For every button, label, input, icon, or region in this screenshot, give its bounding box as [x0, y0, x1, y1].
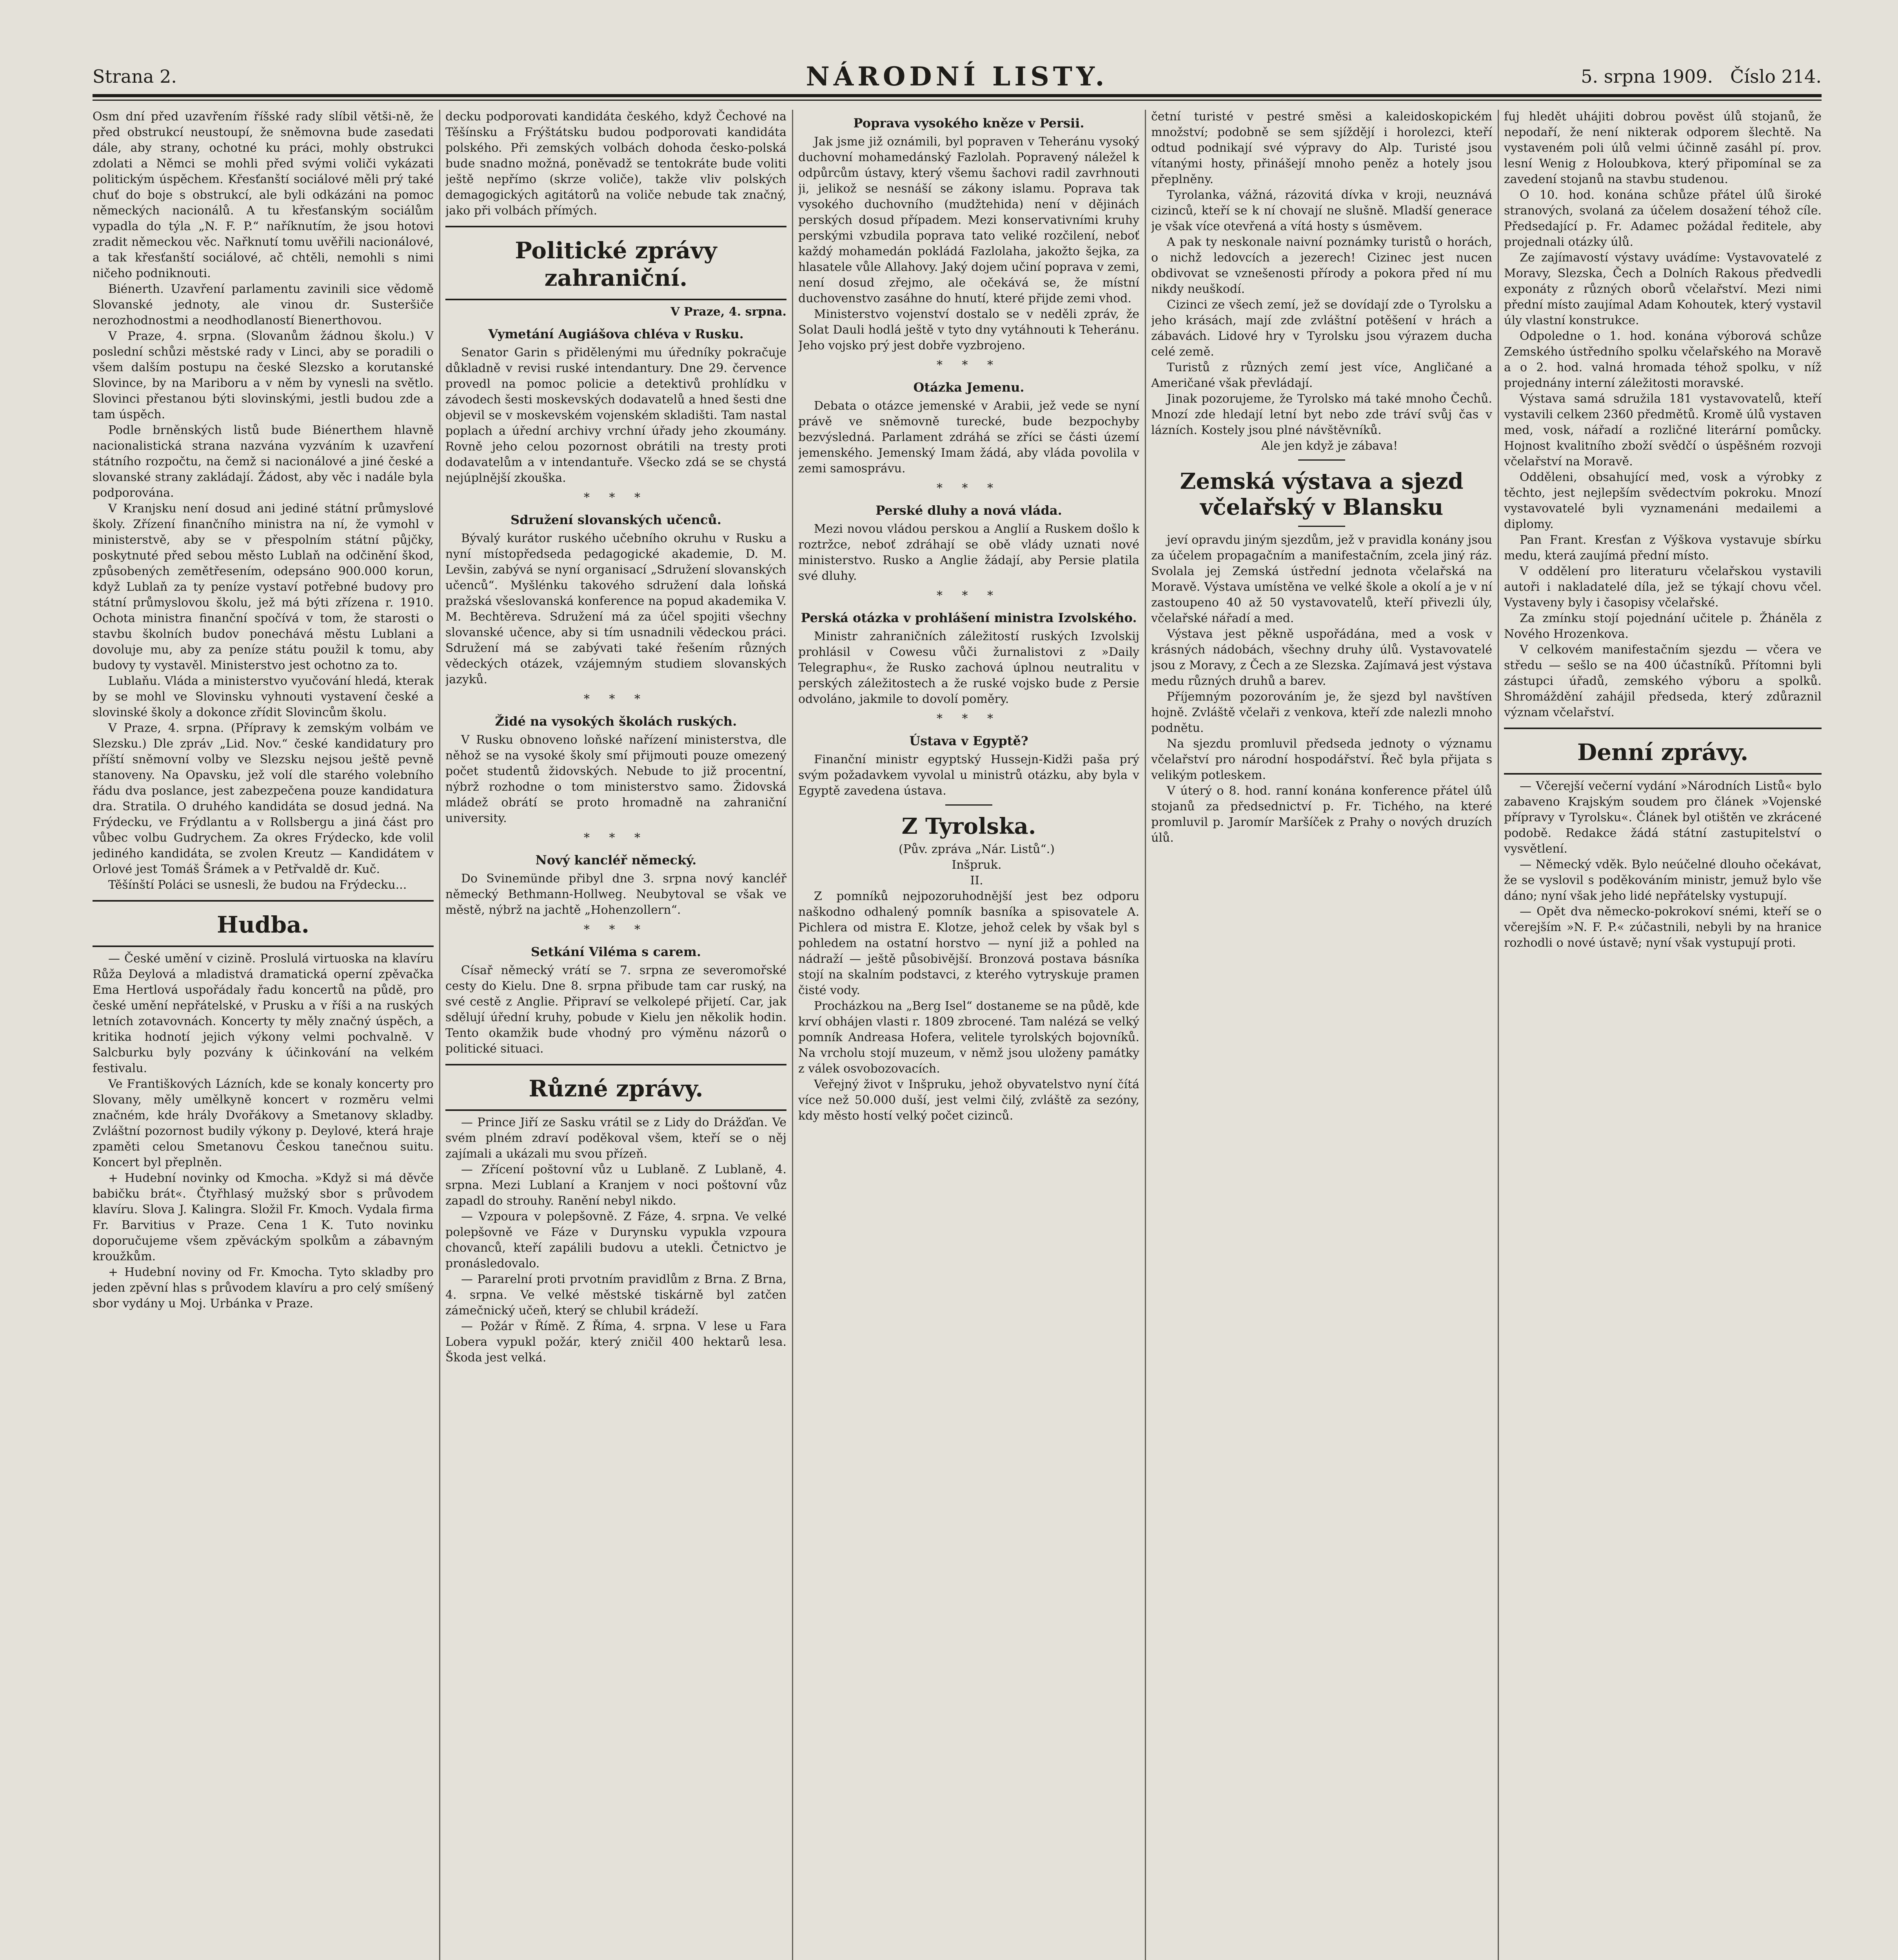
section-heading-news: Různé zprávy.	[529, 1075, 703, 1102]
separator-stars: * * *	[583, 831, 648, 845]
article-paragraph: Výstava samá sdružila 181 vystavovatelů, kteří vystavili celkem 2360 předmětů. Kromě úlů vystaven med, vosk, nářadí a rozličné literární pomůcky. Hojnost kvalitního zboží svědčí o úspěšném rozvoji včelařství na Moravě.	[1504, 392, 1822, 468]
article-subheading: Sdružení slovanských učenců.	[510, 512, 721, 527]
article-paragraph: Příjemným pozorováním je, že sjezd byl navštíven hojně. Zvláště včelaři z venkova, kteří zde nalezli mnoho podnětu.	[1151, 690, 1492, 735]
date-text: 5. srpna 1909.	[1581, 66, 1713, 87]
article-paragraph: Výstava jest pěkně uspořádána, med a vosk v krásných nádobách, všechny druhy úlů. Vystavovatelé jsou z Moravy, z Čech a ze Slezska. Zajímavá jest výstava medu různých druhů a barev.	[1151, 627, 1492, 688]
article-paragraph: Jak jsme již oznámili, byl popraven v Teheránu vysoký duchovní mohamedánský Fazlolah. Popravený náležel k odpůrcům ústavy, který všemu šachovi radil zavrhnouti ji, jelikož se nesnáší se zákony islamu. Poprava tak vysokého duchovního (mudžtehida) není v dějinách perských dosud případem. Mezi konservativními kruhy perskými vzbudila poprava tato veliké rozčilení, neboť každý mohamedán pokládá Fazlolaha, jakožto šejka, za hlasatele vůle Allahovy. Jaký dojem učiní poprava v zemi, není dosud zřejmo, ale očekává se, že místní duchovenstvo zasáhne do hnutí, které přijde zemi vhod.	[798, 135, 1139, 305]
article-paragraph: Jinak pozorujeme, že Tyrolsko má také mnoho Čechů. Mnozí zde hledají letní byt nebo zde tráví svůj čas v lázních. Kostely jsou plné návštěvníků.	[1151, 392, 1492, 437]
article-paragraph: + Hudební noviny od Fr. Kmocha. Tyto skladby pro jeden zpěvní hlas s průvodem klavíru a pro celý smíšený sbor vydány u Moj. Urbánka v Praze.	[93, 1265, 434, 1310]
article-paragraph: Ministr zahraničních záležitostí ruských Izvolskij prohlásil v Cowesu vůči žurnalistovi z »Daily Telegraphu«, že Rusko zachová úplnou neutralitu v perských záležitostech a že ruské vojsko bude z Persie odvoláno, jakmile to dovolí poměry.	[798, 630, 1139, 706]
separator-stars: * * *	[936, 481, 1001, 495]
article-paragraph: Debata o otázce jemenské v Arabii, jež vede se nyní právě ve sněmovně turecké, bude bezpochyby bezvýsledná. Parlament zdráhá se zříci se části území jemenského. Jemenský Imam žádá, aby vláda povolila v zemi samosprávu.	[798, 399, 1139, 475]
article-paragraph: V celkovém manifestačním sjezdu — včera ve středu — sešlo se na 400 účastníků. Přítomni byli zástupci úřadů, zemského výboru a spolků. Shromáždění zahájil předseda, který zdůraznil význam včelařství.	[1504, 643, 1822, 719]
article-paragraph: jeví opravdu jiným sjezdům, jež v pravidla konány jsou za účelem propagačním a manifestačním, zcela jiný ráz. Svolala jej Zemská ústřední jednota včelařská na Moravě. Výstava umístěna ve velké škole a okolí a je v ní zastoupeno 40 až 50 vystavovatelů, kteří přivezli úly, včelařské nářadí a med.	[1151, 533, 1492, 625]
article-paragraph: — Prince Jiří ze Sasku vrátil se z Lidy do Drážďan. Ve svém plném zdraví poděkoval všem, kteří se o něj zajímali a ukázali mu svou přízeň.	[445, 1116, 786, 1161]
issue-number: Číslo 214.	[1730, 66, 1822, 87]
article-paragraph: Osm dní před uzavřením říšské rady slíbil větši-ně, že před obstrukcí neustoupí, že sněmovna bude zasedati dále, aby strany, ochotné ku práci, mohly obstrukci zdolati a Němci se mohli před svými voliči vykázati politickým úspěchem. Křesťanští sociálové měli prý také chuť do boje s obstrukcí, ale byli odkázáni na pomoc německých nacionálů. A tu křesťanským sociálům vypadla do týla „N. F. P.“ naříknutím, že jsou hotovi zradit německou věc. Nařknutí tomu uvěřili nacionálové, a tak křesťanští sociálové, ač chtěli, nemohli s nimi ničeho podniknouti.	[93, 110, 434, 280]
article-paragraph: Z pomníků nejpozoruhodnější jest bez odporu naškodno odhalený pomník basníka a spisovatele A. Pichlera od mistra E. Klotze, jehož celek by však byl s pohledem na ostatní horstvo — nyní již a pohled na nádraží — ještě působivější. Bronzová postava básníka stojí na skalním podstavci, z kterého vytryskuje pramen čisté vody.	[798, 889, 1139, 997]
feature-title: Zemská výstava a sjezd včelařský v Blansku	[1180, 468, 1464, 520]
feature-part: II.	[970, 874, 983, 887]
article-paragraph: Finanční ministr egyptský Hussejn-Kidži paša prý svým požadavkem vyvolal u ministrů otázku, aby byla v Egyptě zavedena ústava.	[798, 753, 1139, 798]
page-number: Strana 2.	[93, 66, 177, 87]
article-paragraph: Lublaňu. Vláda a ministerstvo vyučování hledá, kterak by se mohl ve Slovinsku vyhnouti vystavení české a slovinské školy a dokonce zřídit Slovincům školu.	[93, 674, 434, 719]
masthead-title: NÁRODNÍ LISTY.	[806, 61, 1108, 92]
article-subheading: Perské dluhy a nová vláda.	[875, 503, 1062, 518]
article-paragraph: Ale jen když je zábava!	[1261, 439, 1398, 453]
article-paragraph: Mezi novou vládou perskou a Anglií a Ruskem došlo k roztržce, neboť zdráhají se obě vlády uznati nové ministerstvo. Rusko a Anglie žádají, aby Persie platila své dluhy.	[798, 522, 1139, 583]
separator-stars: * * *	[583, 491, 648, 505]
feature-byline: (Pův. zpráva „Nár. Listů“.)	[899, 842, 1055, 856]
article-paragraph: V Praze, 4. srpna. (Slovanům žádnou školu.) V poslední schůzi městské rady v Linci, aby se poradili o všem dalším postupu na české Slezsko a korutanské Slovince, by na Mariboru a v něm by vynesli na světlo. Slovinci přestanou býti slovinskými, jestli budou zde a tam úspěch.	[93, 329, 434, 421]
article-paragraph: Na sjezdu promluvil předseda jednoty o významu včelařství pro národní hospodářství. Řeč byla přijata s velikým potleskem.	[1151, 737, 1492, 782]
section-heading-daily-news: Denní zprávy.	[1577, 739, 1749, 766]
column-divider	[439, 110, 440, 1960]
article-paragraph: V Kranjsku není dosud ani jediné státní průmyslové školy. Zřízení finančního ministra na ní, že vymohl v ministerstvě, aby se v přespolním státní půjčky, poskytnuté před sebou město Lublaň na odčinění škod, způsobených zemětřesením, odepsáno 900.000 korun, když Lublaň za ty peníze vystaví potřebné budovy pro státní průmyslovou školu, jež má býti zřízena r. 1910. Ochota ministra finanční spočívá v tom, že starosti o stavbu školních budov ponechává městu Lublani a dovoluje mu, aby za peníze státu použil k tomu, aby budovy ty vystavěl. Ministerstvo jest ochotno za to.	[93, 502, 434, 672]
article-subheading: Poprava vysokého kněze v Persii.	[853, 116, 1084, 131]
separator-rule	[1298, 526, 1345, 527]
article-paragraph: decku podporovati kandidáta českého, když Čechové na Těšínsku a Frýštátsku budou podporovati kandidáta polského. Při zemských volbách dohoda česko-polská bude snadno možná, poněvadž se tentokráte bude voliti ještě nepřímo (skrze voliče), takže vliv polských demagogických agitátorů na voliče nebude tak značný, jako při volbách přímých.	[445, 110, 786, 218]
separator-stars: * * *	[936, 358, 1001, 372]
article-paragraph: Do Svinemünde přibyl dne 3. srpna nový kancléř německý Bethmann-Hollweg. Neubytoval se však ve městě, nýbrž na jachtě „Hohenzollern“.	[445, 872, 786, 917]
article-paragraph: V Praze, 4. srpna. (Přípravy k zemským volbám ve Slezsku.) Dle zpráv „Lid. Nov.“ české kandidatury pro příští sněmovní volby ve Slezsku nejsou ještě pevně stanoveny. Na Opavsku, jež volí dle starého volebního řádu dva poslance, jest zabezpečena pouze kandidatura dra. Stratila. O druhého kandidáta se dosud jedná. Na Frýdecku, ve Frýdlantu a v Rollsbergu a jiná část pro vůbec volbu Gudrychem. Za okres Frýdecko, kde volil jediného kandidáta, se zvolen Kreutz — Kandidátem v Orlové jest Tomáš Šrámek a v Petřvaldě dr. Kuč.	[93, 721, 434, 876]
column-1	[93, 109, 434, 1960]
article-paragraph: Cizinci ze všech zemí, jež se dovídají zde o Tyrolsku a jeho krásách, mají zde zvláštní potěšení v hrách a zábavách. Lidové hry v Tyrolsku jsou výrazem ducha celé země.	[1151, 298, 1492, 359]
article-paragraph: Ve Františkových Lázních, kde se konaly koncerty pro Slovany, měly umělkyně koncert v rozměru velmi značném, kde hrály Dvořákovy a Smetanovy skladby. Zvláštní pozornost budily výkony p. Deylové, která hraje zpaměti celou Smetanovu Českou tanečnou suitu. Koncert byl přeplněn.	[93, 1077, 434, 1169]
page-header	[93, 63, 1822, 90]
header-rule	[93, 94, 1822, 97]
article-subheading: Setkání Viléma s carem.	[531, 944, 701, 959]
column-3	[798, 109, 1139, 1960]
column-5	[1504, 109, 1822, 1960]
article-paragraph: — Opět dva německo-pokrokoví snémi, kteří se o včerejším »N. F. P.« zúčastnili, nebyli by na hranice rozhodli o nové ústavě; nyní však vystupují proti.	[1504, 905, 1822, 950]
separator-stars: * * *	[583, 923, 648, 936]
article-subheading: Perská otázka v prohlášení ministra Izvolského.	[801, 610, 1137, 625]
article-paragraph: Senator Garin s přidělenými mu úředníky pokračuje důkladně v revisi ruské intendantury. Dne 29. července provedl na pomoc policie a detektivů prohlídku v závodech šesti moskevských dodavatelů a hned šesti dne objevil se v moskevském vojenském skladišti. Tam nastal poplach a úřední archivy vrchní úřady jeho zkoumány. Rovně jeho celou pozornost obrátili na tresty proti dodavatelům a v intendantuře. Všecko zdá se se chystá nejúplnější zkouška.	[445, 346, 786, 485]
article-paragraph: V úterý o 8. hod. ranní konána konference přátel úlů stojanů za předsednictví p. Fr. Tichého, na které promluvil p. Jaromír Maršíček z Prahy o nových druzích úlů.	[1151, 784, 1492, 845]
article-paragraph: Turistů z různých zemí jest více, Angličané a Američané však převládají.	[1151, 361, 1492, 390]
article-paragraph: Pan Frant. Kresťan z Výškova vystavuje sbírku medu, která zaujímá přední místo.	[1504, 533, 1822, 563]
article-paragraph: — Německý vděk. Bylo neúčelné dlouho očekávat, že se vyslovil s poděkováním ministr, jemuž bylo vše dáno; nyní však jeho lidé nepřátelsky vystupují.	[1504, 858, 1822, 903]
article-subheading: Ústava v Egyptě?	[909, 733, 1028, 748]
article-paragraph: V Rusku obnoveno loňské nařízení ministerstva, dle něhož se na vysoké školy smí přijmouti pouze omezený počet studentů židovských. Nebude to již procentní, nýbrž rozhodne o tom ministerstvo samo. Židovská mládež obrátí se proto hromadně na zahraniční university.	[445, 733, 786, 825]
separator-rule	[945, 804, 992, 806]
separator-stars: * * *	[936, 712, 1001, 726]
article-paragraph: + Hudební novinky od Kmocha. »Když si má děvče babičku brát«. Čtyřhlasý mužský sbor s průvodem klavíru. Slova J. Kalingra. Složil Fr. Kmoch. Vydala firma Fr. Barvitius v Praze. Cena 1 K. Tuto novinku doporučujeme všem zpěváckým spolkům a zábavným kroužkům.	[93, 1171, 434, 1263]
article-paragraph: Za zmínku stojí pojednání učitele p. Žháněla z Nového Hrozenkova.	[1504, 612, 1822, 641]
article-paragraph: Tyrolanka, vážná, rázovitá dívka v kroji, neuznává cizinců, kteří se k ní chovají ne slušně. Mladší generace je však více otevřená a vítá hosty s úsměvem.	[1151, 188, 1492, 233]
article-paragraph: Veřejný život v Inšpruku, jehož obyvatelstvo nyní čítá více než 50.000 duší, jest velmi čilý, zvláště za sezóny, kdy město hostí velký počet cizinců.	[798, 1078, 1139, 1123]
article-paragraph: V oddělení pro literaturu včelařskou vystavili autoři i nakladatelé díla, jež se týkají chovu včel. Vystaveny byly i časopisy včelařské.	[1504, 564, 1822, 610]
article-paragraph: četní turisté v pestré směsi a kaleidoskopickém množství; podobně se sem sjíždějí i horolezci, kteří odtud podnikají své výpravy do Alp. Turisté jsou vítanými hosty, přinášejí mnoho peněz a hotely jsou přeplněny.	[1151, 110, 1492, 186]
article-paragraph: Těšínští Poláci se usnesli, že budou na Frýdecku...	[108, 878, 407, 892]
article-subheading: Nový kancléř německý.	[535, 853, 697, 867]
column-divider	[1145, 110, 1146, 1960]
article-paragraph: — Včerejší večerní vydání »Národních Listů« bylo zabaveno Krajským soudem pro článek »Vojenské přípravy v Tyrolsku«. Článek byl otištěn ve zkrácené podobě. Redakce žádá státní zastupitelství o vysvětlení.	[1504, 779, 1822, 856]
article-paragraph: Ministerstvo vojenství dostalo se v neděli zpráv, že Solat Dauli hodlá ještě v tyto dny vytáhnouti k Teheránu. Jeho vojsko prý jest dobře vyzbrojeno.	[798, 307, 1139, 352]
feature-title: Z Tyrolska.	[901, 813, 1036, 839]
separator-rule	[1298, 459, 1345, 461]
article-paragraph: Procházkou na „Berg Isel“ dostaneme se na půdě, kde krví obhájen vlasti r. 1809 zbrocené. Tam nalézá se velký pomník Andreasa Hofera, velitele tyrolských bojovníků. Na vrcholu stojí muzeum, v němž jsou uloženy památky z válek osvobozovacích.	[798, 999, 1139, 1076]
article-paragraph: — Zřícení poštovní vůz u Lublaně. Z Lublaně, 4. srpna. Mezi Lublaní a Kranjem v noci poštovní vůz zapadl do strouhy. Ranění nebyl nikdo.	[445, 1163, 786, 1208]
header-rule-thin	[93, 100, 1822, 101]
article-paragraph: — Požár v Římě. Z Říma, 4. srpna. V lese u Fara Lobera vypukl požár, který zničil 400 hektarů lesa. Škoda jest velká.	[445, 1319, 786, 1365]
issue-date	[1581, 63, 1822, 90]
article-paragraph: Odděleni, obsahující med, vosk a výrobky z těchto, jest nejlepším svědectvím pokroku. Mnozí vystavovatelé byli vyznamenáni medailemi a diplomy.	[1504, 470, 1822, 531]
separator-stars: * * *	[936, 589, 1001, 603]
column-2	[445, 109, 786, 1960]
column-divider	[792, 110, 793, 1960]
article-paragraph: — Pararelní proti prvotním pravidlům z Brna. Z Brna, 4. srpna. Ve velké městské tiskárně byl zatčen zámečnický učeň, který se chlubil krádeží.	[445, 1272, 786, 1318]
article-paragraph: Ze zajímavostí výstavy uvádíme: Vystavovatelé z Moravy, Slezska, Čech a Dolních Rakous předvedli exponáty z různých oborů včelařství. Mezi nimi přední místo zaujímal Adam Kohoutek, který vystavil úly vlastní konstrukce.	[1504, 251, 1822, 327]
article-paragraph: — Vzpoura v polepšovně. Z Fáze, 4. srpna. Ve velké polepšovně ve Fáze v Durynsku vypukla vzpoura chovanců, kteří zapálili budovu a utekli. Četnictvo je pronásledovalo.	[445, 1210, 786, 1270]
feature-place: Inšpruk.	[952, 858, 1002, 872]
column-divider	[1498, 110, 1499, 1960]
article-paragraph: fuj hledět uhájiti dobrou pověst úlů stojanů, že nepodaří, že není nikterak odporem šlechtě. Na vystaveném poli úlů velmi účinně zasáhl pí. prov. lesní Wenig z Holoubkova, který připomínal se za zavedení stojanů na stavbu studenou.	[1504, 110, 1822, 186]
section-heading-music: Hudba.	[217, 911, 309, 938]
article-paragraph: O 10. hod. konána schůze přátel úlů široké stranových, svolaná za účelem dosažení téhož cíle. Předsedající p. Fr. Adamec požádal ředitele, aby projednali otázky úlů.	[1504, 188, 1822, 249]
section-heading-foreign-politics: Politické zprávy zahraniční.	[515, 237, 717, 291]
article-paragraph: Císař německý vrátí se 7. srpna ze severomořské cesty do Kielu. Dne 8. srpna přibude tam car ruský, na své cestě z Anglie. Připraví se velkolepé přijetí. Car, jak sdělují úřední kruhy, pobude v Kielu jen několik hodin. Tento okamžik bude vhodný pro výměnu názorů o politické situaci.	[445, 964, 786, 1056]
dateline: V Praze, 4. srpna.	[670, 305, 786, 319]
separator-stars: * * *	[583, 692, 648, 706]
article-subheading: Otázka Jemenu.	[913, 380, 1024, 395]
article-paragraph: Bývalý kurátor ruského učebního okruhu v Rusku a nyní místopředseda pedagogické akademie, D. M. Levšin, zabývá se nyní organisací „Sdružení slovanských učenců“. Myšlénku takového sdružení dala loňská pražská všeslovanská konference na popud akademika V. M. Bechtěreva. Sdružení má za účel spojiti všechny slovanské učence, aby si tím usnadnili vědeckou práci. Sdružení má se zabývati také řešením různých vědeckých otázek, vzájemným studiem slovanských jazyků.	[445, 532, 786, 686]
article-paragraph: Podle brněnských listů bude Biénerthem hlavně nacionalistická strana nazvána vyzváním k uzavření státního rozpočtu, na čemž si nacionálové a jiné české a slovanské strany zakládají. Žádost, aby věc i nadále byla podporována.	[93, 423, 434, 500]
article-paragraph: Odpoledne o 1. hod. konána výborová schůze Zemského ústředního spolku včelařského na Moravě a o 2. hod. valná hromada téhož spolku, v níž projednány interní záležitosti moravské.	[1504, 329, 1822, 390]
column-4	[1151, 109, 1492, 1960]
article-subheading: Židé na vysokých školách ruských.	[495, 714, 737, 729]
article-subheading: Vymetání Augiášova chléva v Rusku.	[488, 327, 744, 341]
article-paragraph: — České umění v cizině. Proslulá virtuoska na klavíru Růža Deylová a mladistvá dramatická operní zpěvačka Ema Hertlová uspořádaly řadu koncertů na půdě, pro české umění nepřátelské, v Prusku a v říši a na ruských letních zotavovnách. Koncerty ty měly značný úspěch, a kritika hodnotí jejich výkony velmi pochvalně. V Salcburku byly pozvány k účinkování na velkém festivalu.	[93, 952, 434, 1075]
article-paragraph: A pak ty neskonale naivní poznámky turistů o horách, o nichž ledovcích a jezerech! Cizinec jest nucen obdivovat se vznešenosti přírody a pokora před ní mu nikdy neuškodí.	[1151, 235, 1492, 296]
article-paragraph: Biénerth. Uzavření parlamentu zavinili sice vědomě Slovanské jednoty, ale vinou dr. Susteršiče nerozhodnostmi a neodhodlaností Bienerthovou.	[93, 282, 434, 327]
